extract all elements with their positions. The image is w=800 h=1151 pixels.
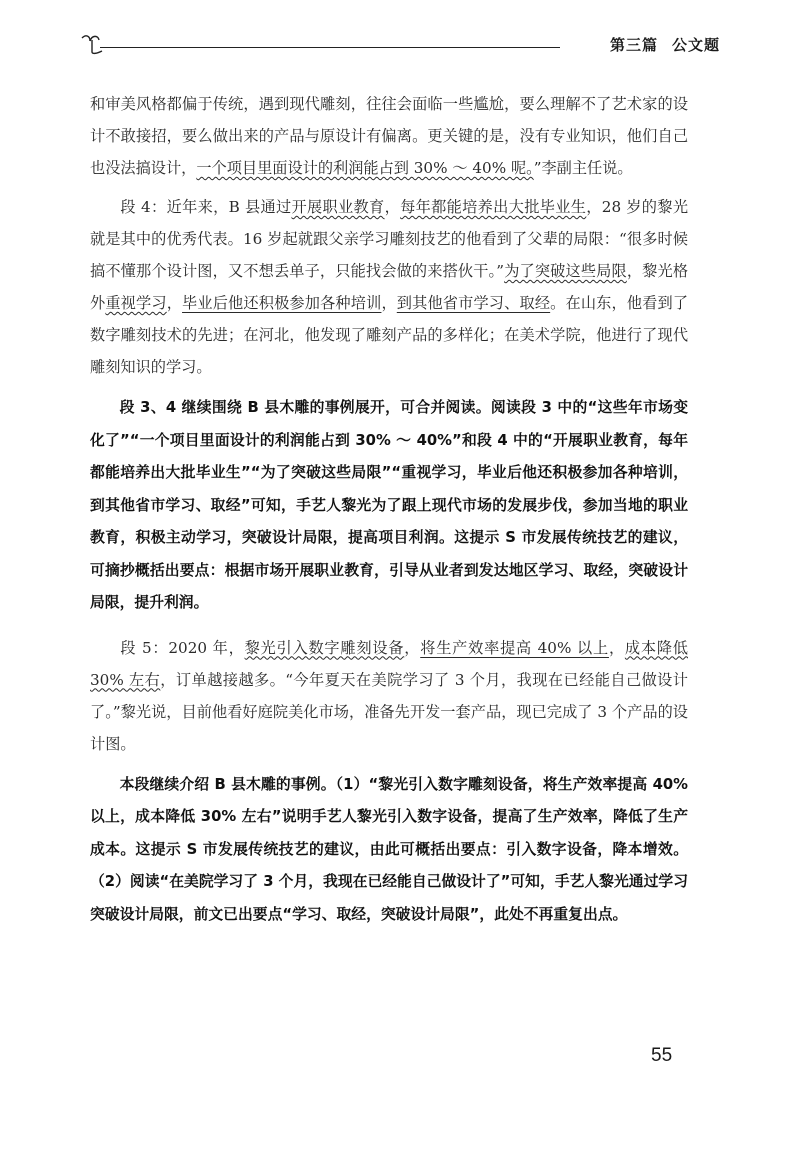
- underlined-phrase: 重视学习: [105, 294, 167, 312]
- analysis-paragraph-5: 本段继续介绍 B 县木雕的事例。（1）“黎光引入数字雕刻设备，将生产效率提高 40% 以上，成本降低 30% 左右”说明手艺人黎光引入数字设备，提高了生产效率，降低了生产成本。这提示 S 市发展传统技艺的建议，由此可概括出要点：引入数字设备，降本增效。（2）阅读“在美院学习了 3 个月，我现在已经能自己做设计了”可知，手艺人黎光通过学习突破设计局限，前文已出要点“学习、取经，突破设计局限”，此处不再重复出点。: [90, 775, 688, 923]
- running-header: [80, 30, 720, 58]
- paragraph-excerpt-3-end: 和审美风格都偏于传统，遇到现代雕刻，往往会面临一些尴尬，要么理解不了艺术家的设计不敢接招，要么做出来的产品与原设计有偏离。更关键的是，没有专业知识，他们自己也没法搞设计，一个项目里面设计的利润能占到 30% ～ 40% 呢。”李副主任说。: [90, 95, 688, 177]
- underlined-phrase: 为了突破这些局限: [504, 262, 627, 280]
- header-rule: [100, 47, 560, 48]
- underlined-phrase: 开展职业教育: [291, 198, 385, 216]
- underlined-phrase: 毕业后他还积极参加各种培训: [182, 294, 382, 312]
- analysis-paragraph-3-4: 段 3、4 继续围绕 B 县木雕的事例展开，可合并阅读。阅读段 3 中的“这些年市场变化了”“一个项目里面设计的利润能占到 30% ～ 40%”和段 4 中的“开展职业教育，每年都能培养出大批毕业生”“为了突破这些局限”“重视学习，毕业后他还积极参加各种培训，到其他省市学习、取经”可知，手艺人黎光为了跟上现代市场的发展步伐，参加当地的职业教育，积极主动学习，突破设计局限，提高项目利润。这提示 S 市发展传统技艺的建议，可摘抄概括出要点：根据市场开展职业教育，引导从业者到发达地区学习、取经，突破设计局限，提升利润。: [90, 399, 688, 611]
- underlined-phrase: 到其他省市学习、取经: [396, 294, 551, 312]
- underlined-phrase: 将生产效率提高 40% 以上: [420, 638, 609, 657]
- underlined-phrase: 成本降低 30% 左右: [90, 638, 688, 689]
- header-section: 公文题: [671, 36, 720, 54]
- decorative-ornament-icon: [80, 32, 116, 56]
- underlined-phrase: 一个项目里面设计的利润能占到 30% ～ 40% 呢。: [196, 159, 534, 177]
- underlined-phrase: 每年都能培养出大批毕业生: [400, 198, 587, 216]
- page-number: 55: [651, 1045, 673, 1066]
- header-title: [610, 34, 720, 55]
- underlined-phrase: 黎光引入数字雕刻设备: [244, 638, 405, 657]
- page-body: [90, 88, 688, 931]
- header-part: 第三篇: [609, 36, 658, 54]
- paragraph-excerpt-5: 段 5：2020 年，黎光引入数字雕刻设备，将生产效率提高 40% 以上，成本降低 30% 左右，订单越接越多。“今年夏天在美院学习了 3 个月，我现在已经能自己做设计了。”黎光说，目前他看好庭院美化市场，准备先开发一套产品，现已完成了 3 个产品的设计图。: [90, 638, 688, 753]
- paragraph-excerpt-4: 段 4：近年来，B 县通过开展职业教育，每年都能培养出大批毕业生，28 岁的黎光就是其中的优秀代表。16 岁起就跟父亲学习雕刻技艺的他看到了父辈的局限：“很多时候搞不懂那个设计图，又不想丢单子，只能找会做的来搭伙干。”为了突破这些局限，黎光格外重视学习，毕业后他还积极参加各种培训，到其他省市学习、取经。在山东，他看到了数字雕刻技术的先进；在河北，他发现了雕刻产品的多样化；在美术学院，他进行了现代雕刻知识的学习。: [90, 198, 689, 376]
